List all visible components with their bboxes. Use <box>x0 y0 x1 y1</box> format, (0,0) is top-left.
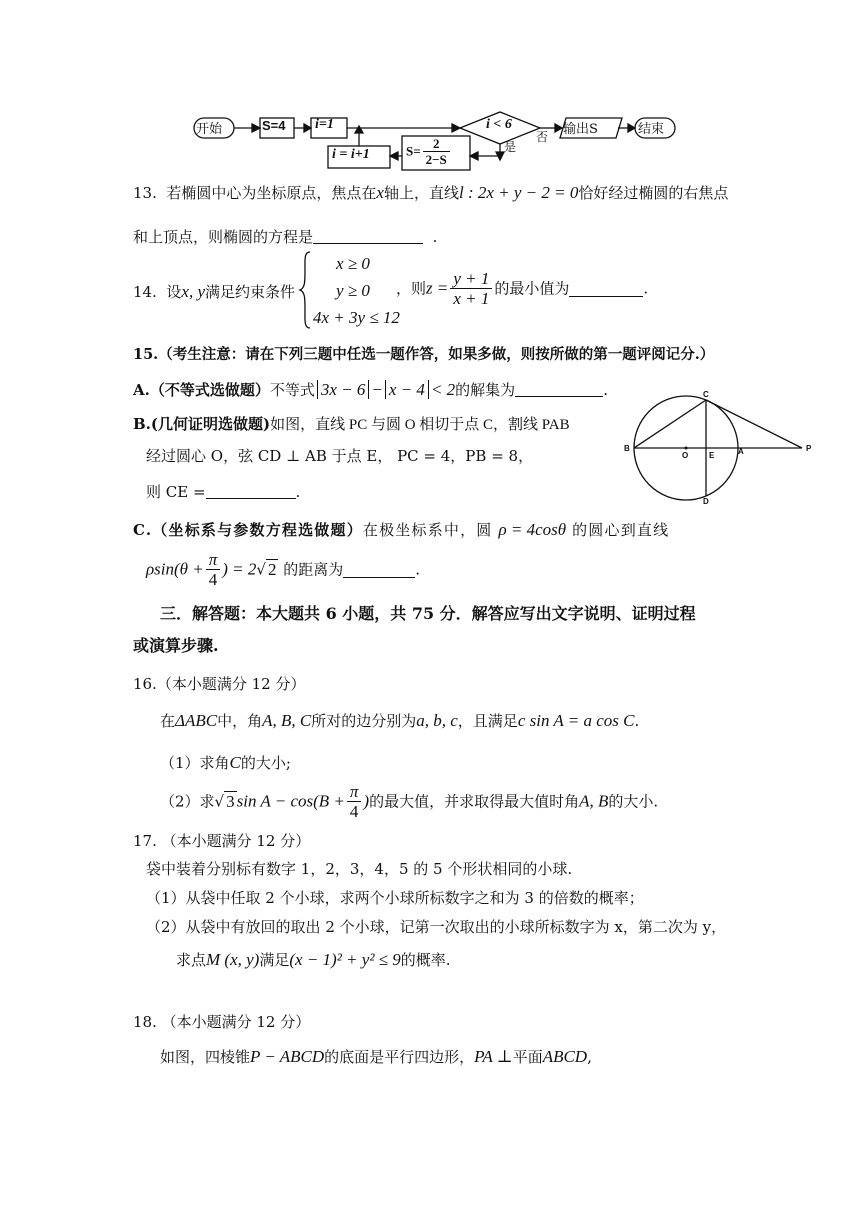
question-17-part-2: （2）从袋中有放回的取出 2 个小球，记第一次取出的小球所标数字为 x，第二次为 y， <box>146 918 727 936</box>
label-d: D <box>703 497 709 506</box>
question-14-label: 14. 设x, y满足约束条件 <box>133 282 296 301</box>
flow-yes-label: 是 <box>504 140 517 154</box>
question-17-part-2-cont: 求点M (x, y)满足(x − 1)² + y² ≤ 9的概率. <box>176 950 451 969</box>
question-15b-line-2: 经过圆心 O，弦 CD ⊥ AB 于点 E， PC = 4，PB = 8， <box>146 447 534 465</box>
question-16-part-2: （2）求√ 3 sin A − cos(B + $\frac{\pi}{4}$ )的最大值，并求取得最大值时角A, B的大小. <box>160 782 659 821</box>
question-17-stem: 袋中装着分别标有数字 1，2，3，4，5 的 5 个形状相同的小球. <box>146 860 573 878</box>
flow-end-label: 结束 <box>638 122 665 137</box>
system-brace <box>298 250 312 330</box>
segment-bc <box>634 400 706 448</box>
flow-condition-label: i < 6 <box>486 117 512 132</box>
question-16-head: 16.（本小题满分 12 分） <box>133 675 306 693</box>
flow-init-i-label: i=1 <box>315 117 334 132</box>
question-17-part-1: （1）从袋中任取 2 个小球，求两个小球所标数字之和为 3 的倍数的概率； <box>146 889 644 907</box>
question-15c-line-2: ρsin(θ + $\frac{\pi}{4}$ ) = 2√ 2 的距离为 . <box>146 550 421 589</box>
flow-output-label: 输出S <box>563 122 598 137</box>
label-c: C <box>703 390 709 399</box>
question-15a: A.（不等式选做题）不等式 3x − 6 − x − 4 < 2的解集为 . <box>133 380 608 399</box>
answer-blank <box>313 228 423 244</box>
geometry-figure <box>622 388 822 508</box>
flow-update-s-label: S= $\frac{2}{2-S}$ <box>406 136 452 167</box>
flow-no-label: 否 <box>536 130 549 144</box>
section-3-heading-line-1: 三．解答题：本大题共 6 小题，共 75 分．解答应写出文字说明、证明过程 <box>160 604 696 623</box>
flow-start-label: 开始 <box>196 122 223 137</box>
label-o: O <box>682 451 689 460</box>
section-3-heading-line-2: 或演算步骤. <box>133 636 219 655</box>
label-e: E <box>709 451 715 460</box>
question-16-stem: 在ΔABC中，角A, B, C所对的边分别为a, b, c，且满足c sin A = a cos C. <box>160 711 640 730</box>
question-18-stem: 如图，四棱锥P − ABCD的底面是平行四边形，PA ⊥平面ABCD, <box>160 1047 592 1066</box>
question-15b-line-3: 则 CE = . <box>146 483 301 501</box>
answer-blank <box>343 562 415 578</box>
flow-update-i-label: i = i+1 <box>332 147 370 162</box>
constraint-1: x ≥ 0 <box>336 254 370 273</box>
answer-blank <box>569 281 643 297</box>
question-17-head: 17. （本小题满分 12 分） <box>133 832 311 850</box>
question-13-line-2: 和上顶点，则椭圆的方程是 . <box>133 228 438 246</box>
constraint-3: 4x + 3y ≤ 12 <box>313 308 400 327</box>
label-b: B <box>624 444 630 453</box>
label-a: A <box>738 447 744 456</box>
answer-blank <box>206 483 296 499</box>
question-15b-line-1: B.(几何证明选做题)如图，直线 PC 与圆 O 相切于点 C，割线 PAB <box>133 415 570 433</box>
constraint-2: y ≥ 0 <box>336 281 370 300</box>
question-13-line-1: 13. 若椭圆中心为坐标原点，焦点在x轴上，直线l : 2x + y − 2 = 0恰好经过椭圆的右焦点 <box>133 183 729 202</box>
flow-init-s-label: S=4 <box>262 118 286 133</box>
question-18-head: 18. （本小题满分 12 分） <box>133 1013 311 1031</box>
question-16-part-1: （1）求角C的大小; <box>160 753 291 772</box>
tangent-pc <box>706 400 802 448</box>
question-14-objective: ，则z = $\frac{y + 1}{x + 1}$ 的最小值为 . <box>396 269 649 308</box>
question-15-intro: 15.（考生注意：请在下列三题中任选一题作答，如果多做，则按所做的第一题评阅记分.） <box>133 346 715 363</box>
answer-blank <box>515 381 603 397</box>
question-15c-line-1: C.（坐标系与参数方程选做题）在极坐标系中，圆 ρ = 4cosθ 的圆心到直线 <box>133 520 670 539</box>
center-dot <box>685 447 688 450</box>
label-p: P <box>806 444 812 453</box>
